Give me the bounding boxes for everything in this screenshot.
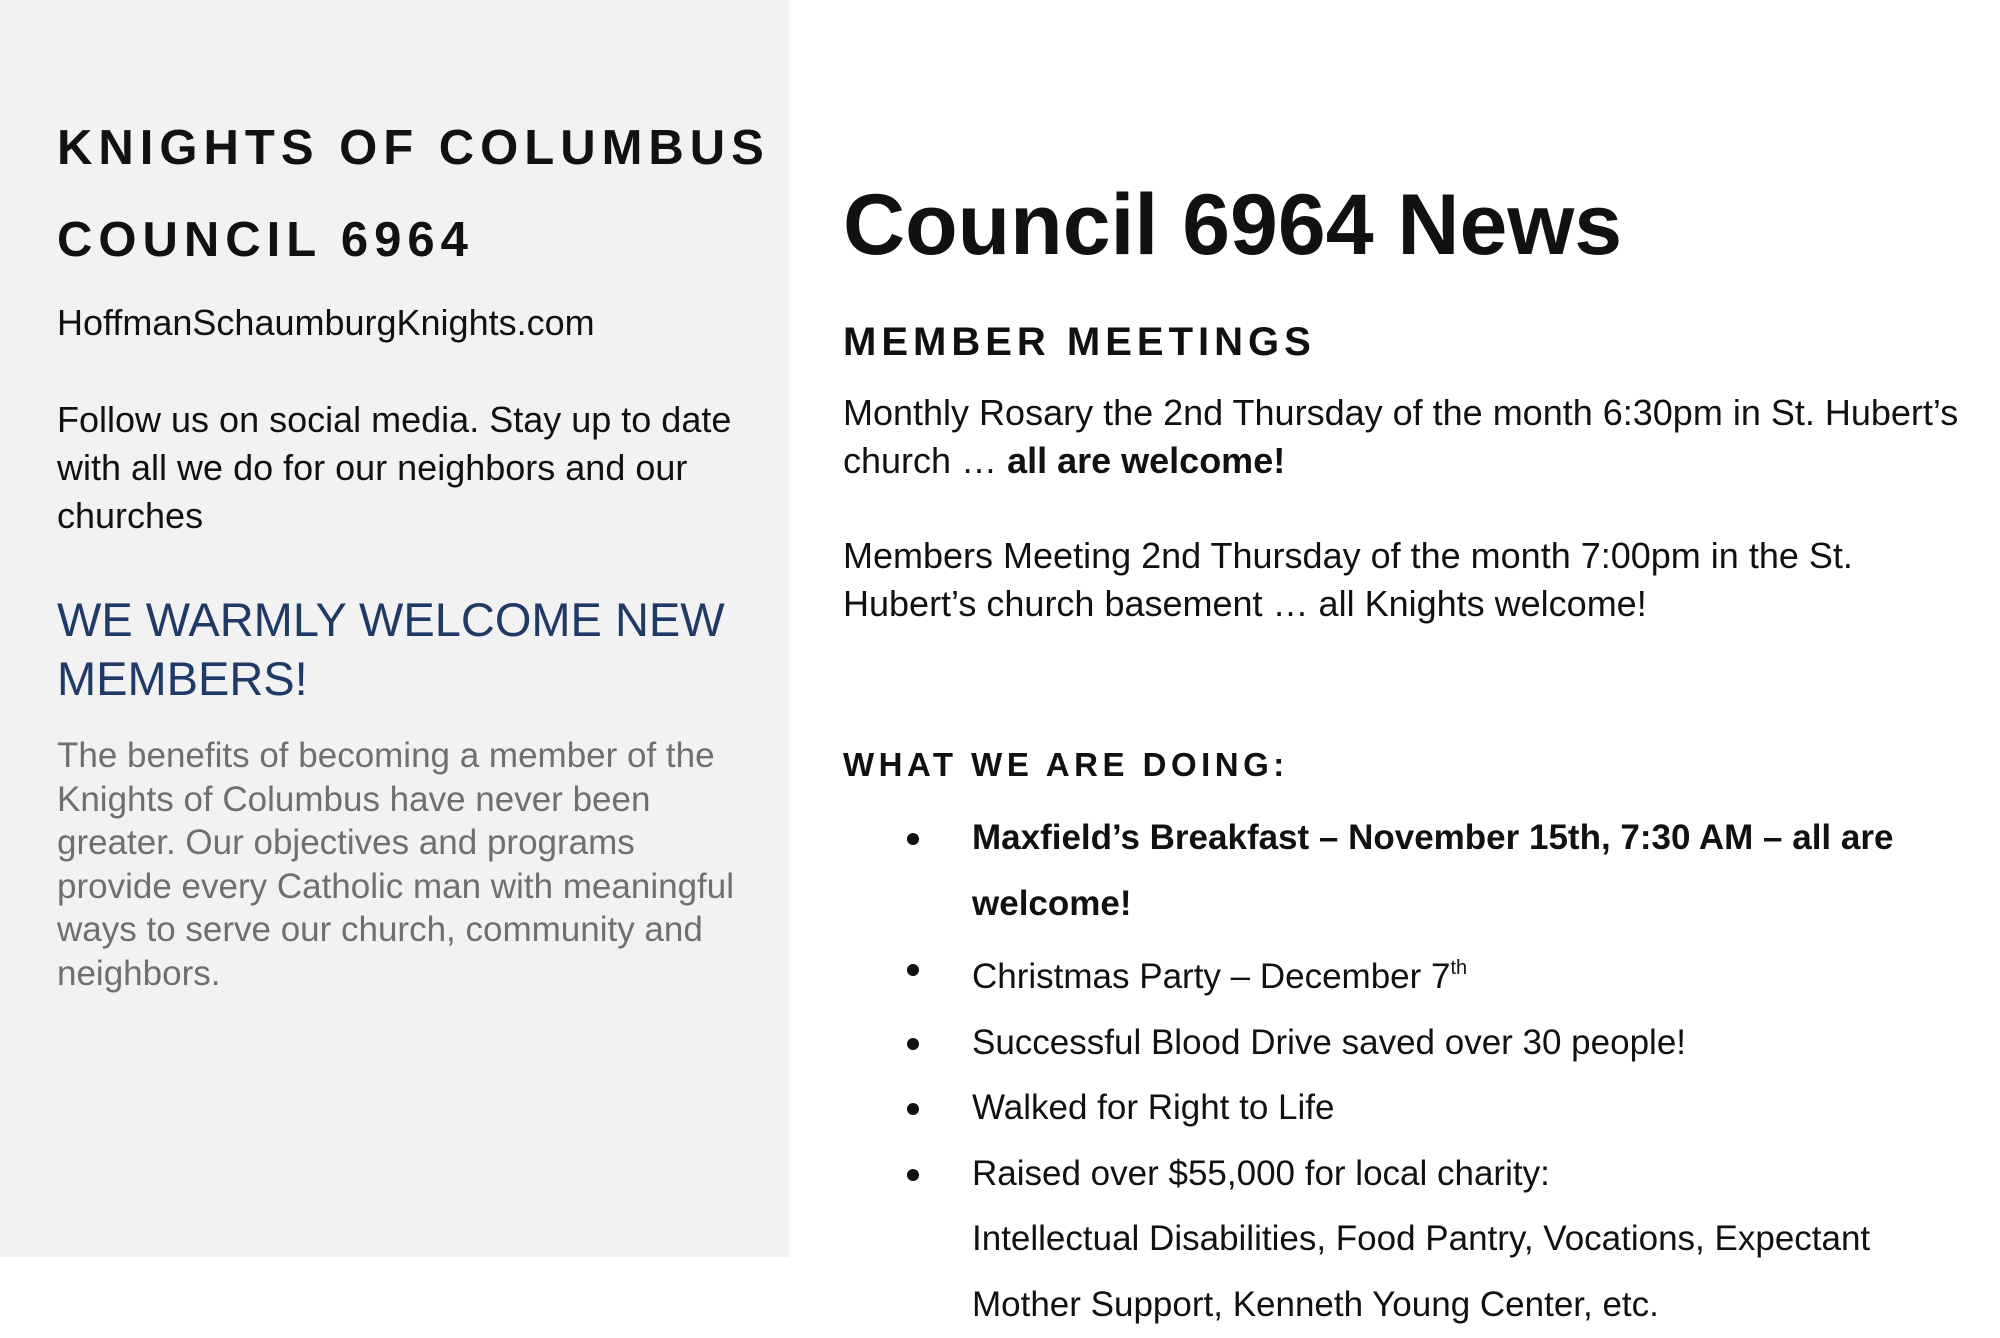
list-item — [903, 805, 1963, 936]
date-suffix: th — [1450, 957, 1468, 979]
bullet-icon — [907, 1169, 919, 1181]
list-item — [903, 1010, 1963, 1076]
org-name-line-1: KNIGHTS OF COLUMBUS — [57, 121, 770, 175]
activity-blood-drive: Successful Blood Drive saved over 30 people! — [972, 1022, 1687, 1062]
welcome-heading: WE WARMLY WELCOME NEW MEMBERS! — [57, 593, 725, 705]
website-text: HoffmanSchaumburgKnights.com — [57, 302, 595, 343]
activity-charity: Raised over $55,000 for local charity: — [972, 1153, 1550, 1193]
rosary-text: Monthly Rosary the 2nd Thursday of the month 6:30pm in St. Hubert’s church … — [843, 392, 1959, 481]
sidebar-panel — [0, 0, 789, 1257]
benefits-text: The benefits of becoming a member of the Knights of Columbus have never been greater. Our objectives and programs provide every Catholic man with meaningful ways to serve our church, community and neighbors. — [57, 736, 734, 993]
bullet-icon — [907, 833, 919, 845]
org-name-line-2: COUNCIL 6964 — [57, 213, 474, 267]
bullet-icon — [907, 964, 919, 976]
activity-christmas-party: Christmas Party – December 7 — [972, 957, 1451, 996]
bullet-icon — [907, 1038, 919, 1050]
members-meeting-paragraph: Members Meeting 2nd Thursday of the month 7:00pm in the St. Hubert’s church basement … all Knights welcome! — [843, 535, 1853, 624]
what-we-are-doing-heading: WHAT WE ARE DOING: — [843, 746, 1289, 783]
bullet-icon — [907, 1103, 919, 1115]
charity-list-text: Intellectual Disabilities, Food Pantry, Vocations, Expectant Mother Support, Kenneth Young Center, etc. — [972, 1219, 1871, 1324]
news-title: Council 6964 News — [843, 177, 1623, 273]
activity-breakfast: Maxfield’s Breakfast – November 15th, 7:30 AM – all are welcome! — [972, 818, 1894, 923]
rosary-welcome-text: all are welcome! — [1007, 440, 1286, 481]
member-meetings-heading: MEMBER MEETINGS — [843, 320, 1316, 364]
list-item — [903, 1141, 1963, 1338]
rosary-paragraph — [843, 389, 1983, 485]
list-item — [903, 936, 1963, 1010]
activities-list — [903, 805, 1963, 1337]
activity-right-to-life: Walked for Right to Life — [972, 1088, 1335, 1127]
social-media-text: Follow us on social media. Stay up to date with all we do for our neighbors and our churches — [57, 399, 732, 536]
list-item — [903, 1075, 1963, 1141]
